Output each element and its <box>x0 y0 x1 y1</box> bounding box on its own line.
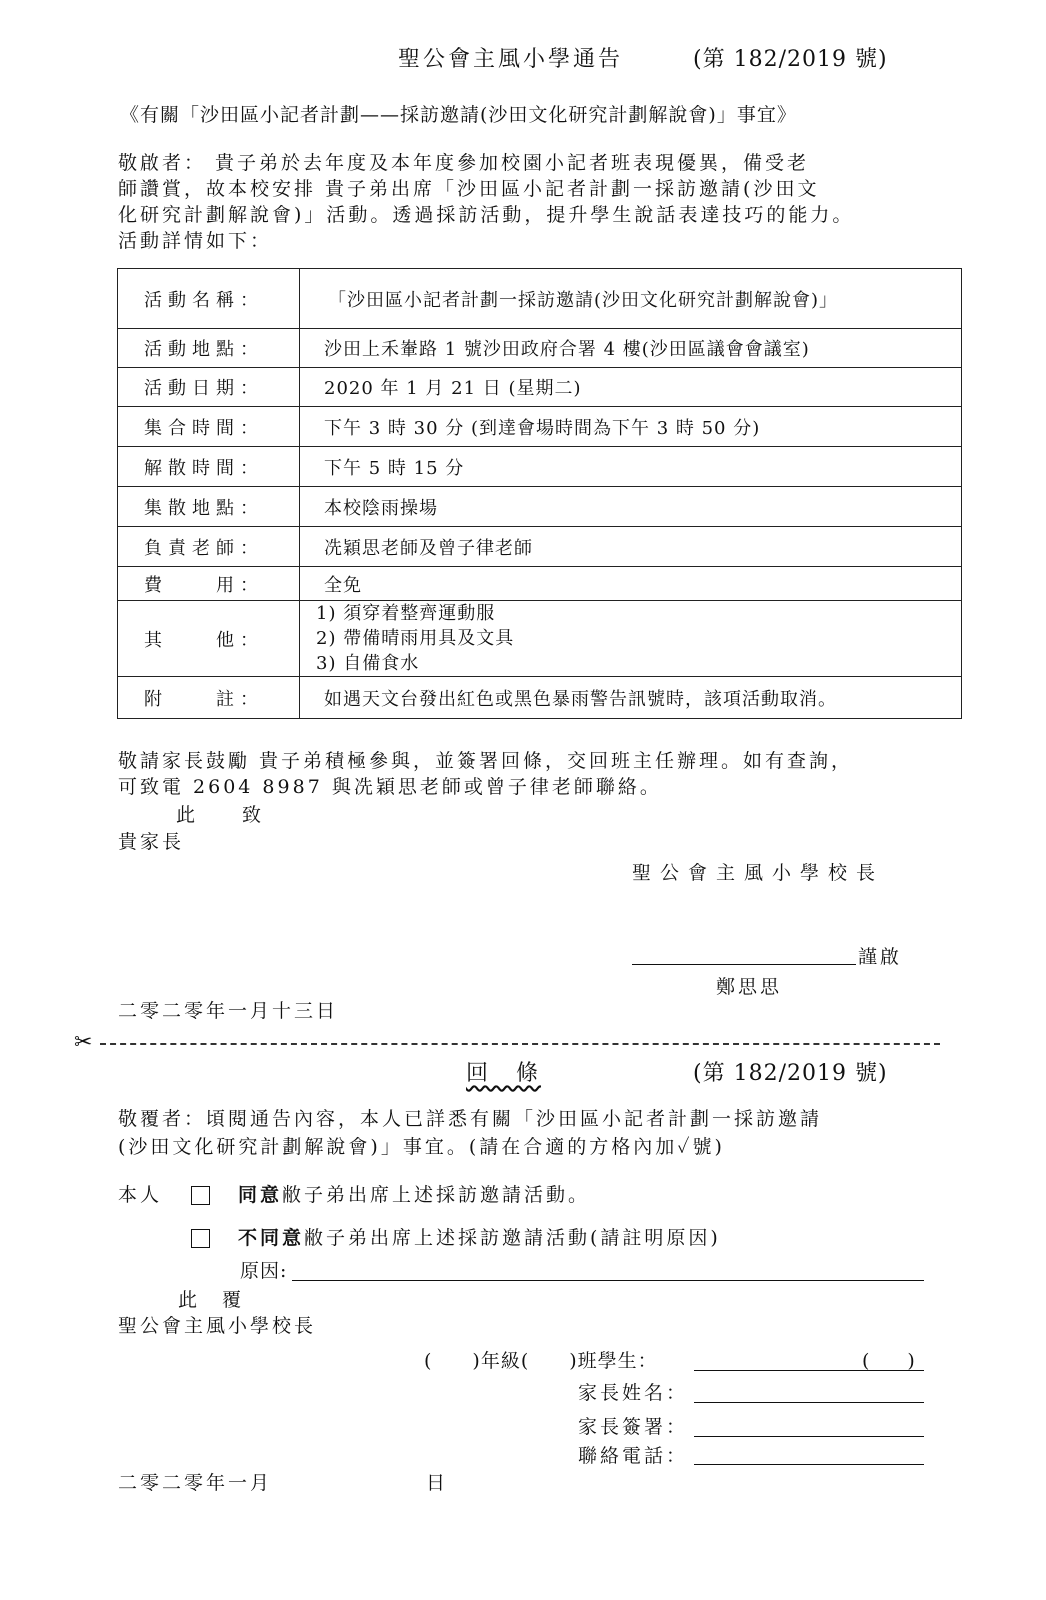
reply-title-text: 回 條 <box>466 1061 542 1086</box>
salutation-line-2: 貴家長 <box>118 831 185 853</box>
reply-date-right: 日 <box>426 1472 449 1494</box>
signoff-text: 謹啟 <box>858 946 903 968</box>
parent-name-input[interactable] <box>694 1402 924 1403</box>
student-number-paren: ( ) <box>862 1350 915 1372</box>
table-row <box>118 368 962 407</box>
salutation-line-1: 此 致 <box>176 804 265 826</box>
value-teachers: 冼穎思老師及曾子律老師 <box>300 527 962 567</box>
principal-title: 聖公會主風小學校長 <box>632 862 885 884</box>
intro-line-2: 師讚賞，故本校安排 貴子弟出席「沙田區小記者計劃一採訪邀請(沙田文 <box>118 178 820 200</box>
reply-text-line-1: 敬覆者：頃閱通告內容，本人已詳悉有關「沙田區小記者計劃一採訪邀請 <box>118 1108 823 1130</box>
disagree-checkbox[interactable] <box>191 1229 210 1248</box>
value-activity-name: 「沙田區小記者計劃一採訪邀請(沙田文化研究計劃解說會)」 <box>300 269 962 329</box>
label-venue: 活動地點： <box>118 329 300 368</box>
scissors-icon: ✂ <box>74 1030 93 1055</box>
others-item: 3) 自備食水 <box>316 653 420 674</box>
value-gather-time: 下午 3 時 30 分 (到達會場時間為下午 3 時 50 分) <box>300 407 962 447</box>
label-assembly-point: 集散地點： <box>118 487 300 527</box>
value-remarks: 如遇天文台發出紅色或黑色暴雨警告訊號時，該項活動取消。 <box>300 677 962 719</box>
table-row <box>118 487 962 527</box>
signer-name: 鄭思思 <box>716 976 783 998</box>
cut-line <box>100 1043 940 1045</box>
parent-sign-label: 家長簽署： <box>578 1416 689 1438</box>
table-row <box>118 527 962 567</box>
parent-name-label: 家長姓名： <box>578 1382 689 1404</box>
agree-checkbox[interactable] <box>191 1186 210 1205</box>
reply-title <box>466 1056 541 1087</box>
label-others: 其 他： <box>118 601 300 677</box>
reply-salutation-2: 聖公會主風小學校長 <box>118 1315 317 1337</box>
reply-date-left: 二零二零年一月 <box>118 1472 273 1494</box>
class-student-label: ( )年級( )班學生： <box>424 1350 658 1372</box>
agree-option <box>238 1182 590 1208</box>
value-date: 2020 年 1 月 21 日 (星期二) <box>300 368 962 407</box>
notice-number: (第 182/2019 號) <box>693 47 888 72</box>
closing-line-1: 敬請家長鼓勵 貴子弟積極參與，並簽署回條，交回班主任辦理。如有查詢， <box>118 750 854 772</box>
label-remarks: 附 註： <box>118 677 300 719</box>
agree-text: 敝子弟出席上述採訪邀請活動。 <box>282 1184 591 1206</box>
closing-line-2: 可致電 2604 8987 與冼穎思老師或曾子律老師聯絡。 <box>118 776 662 798</box>
label-dismiss-time: 解散時間： <box>118 447 300 487</box>
table-row <box>118 677 962 719</box>
reply-notice-number: (第 182/2019 號) <box>693 1061 888 1086</box>
disagree-label: 不同意 <box>238 1227 305 1249</box>
value-others <box>300 601 962 677</box>
agree-label: 同意 <box>238 1184 283 1206</box>
reason-input[interactable] <box>292 1280 924 1281</box>
table-row <box>118 447 962 487</box>
table-row <box>118 567 962 601</box>
reason-label: 原因: <box>240 1260 288 1282</box>
phone-input[interactable] <box>694 1464 924 1465</box>
label-gather-time: 集合時間： <box>118 407 300 447</box>
signature-line <box>632 964 856 965</box>
intro-line-1: 敬啟者： 貴子弟於去年度及本年度參加校園小記者班表現優異，備受老 <box>118 152 810 174</box>
table-row <box>118 407 962 447</box>
table-row <box>118 329 962 368</box>
reply-salutation-1: 此 覆 <box>178 1289 245 1311</box>
label-activity-name: 活動名稱： <box>118 269 300 329</box>
notice-date: 二零二零年一月十三日 <box>118 1000 339 1022</box>
label-fee: 費 用： <box>118 567 300 601</box>
intro-line-4: 活動詳情如下： <box>118 230 273 252</box>
activity-details-table <box>117 268 962 719</box>
disagree-text: 敝子弟出席上述採訪邀請活動(請註明原因) <box>304 1227 721 1249</box>
value-assembly-point: 本校陰雨操場 <box>300 487 962 527</box>
subject-line: 《有關「沙田區小記者計劃——採訪邀請(沙田文化研究計劃解說會)」事宜》 <box>120 104 797 126</box>
table-row <box>118 601 962 677</box>
value-fee: 全免 <box>300 567 962 601</box>
notice-title: 聖公會主風小學通告 <box>398 47 624 72</box>
value-dismiss-time: 下午 5 時 15 分 <box>300 447 962 487</box>
value-venue: 沙田上禾輋路 1 號沙田政府合署 4 樓(沙田區議會會議室) <box>300 329 962 368</box>
label-date: 活動日期： <box>118 368 300 407</box>
self-label: 本人 <box>118 1184 163 1206</box>
parent-sign-input[interactable] <box>694 1436 924 1437</box>
intro-line-3: 化研究計劃解說會)」活動。透過採訪活動，提升學生說話表達技巧的能力。 <box>118 204 855 226</box>
others-item: 1) 須穿着整齊運動服 <box>316 603 496 624</box>
others-item: 2) 帶備晴雨用具及文具 <box>316 628 515 649</box>
label-teachers: 負責老師： <box>118 527 300 567</box>
phone-label: 聯絡電話： <box>578 1445 689 1467</box>
table-row <box>118 269 962 329</box>
disagree-option <box>238 1225 721 1251</box>
reply-text-line-2: (沙田文化研究計劃解說會)」事宜。(請在合適的方格內加✓號) <box>118 1136 725 1158</box>
